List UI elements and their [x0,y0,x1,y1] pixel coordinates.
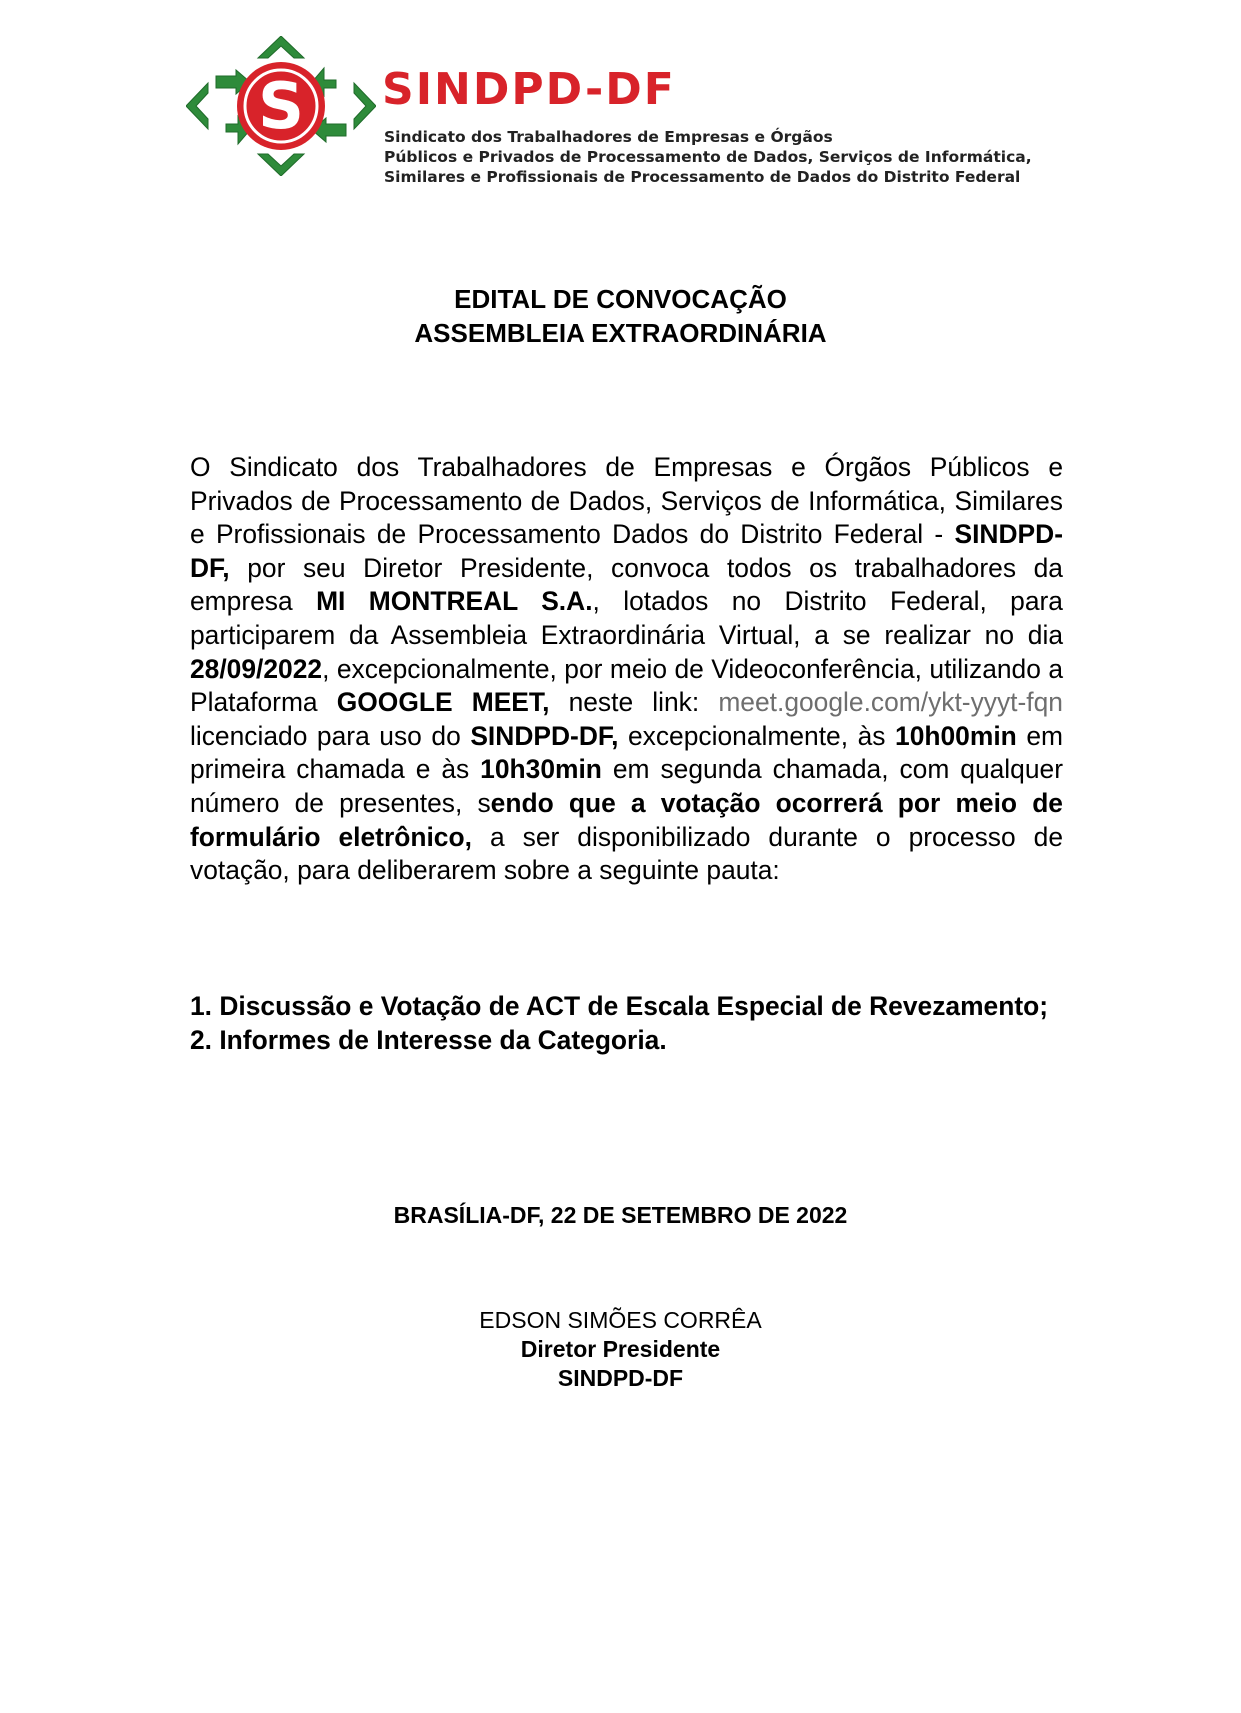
meeting-link[interactable]: meet.google.com/ykt-yyyt-fqn [718,687,1063,718]
body-text-segment: neste link: [549,687,719,718]
convocation-paragraph [190,451,1063,888]
platform-name: GOOGLE MEET, [336,687,550,718]
agenda-item: 1. Discussão e Votação de ACT de Escala Especial de Revezamento; [190,991,1049,1021]
company-name: MI MONTREAL S.A. [316,586,593,617]
logo-letter: S [257,70,305,144]
body-text-segment: , lotados no Distrito Federal, para participarem da Assembleia Extraordinária Virtual, a se realizar no dia [190,586,1063,650]
org-full-name-line: Sindicato dos Trabalhadores de Empresas e Órgãos [384,128,833,146]
body-text-segment: a ser disponibilizado durante o processo de votação, para deliberarem sobre a seguinte pauta: [190,821,1063,886]
org-full-name-line: Públicos e Privados de Processamento de Dados, Serviços de Informática, [384,148,1032,166]
org-name-bold: SINDPD-DF, [470,720,619,751]
signatory-org: SINDPD-DF [557,1365,684,1391]
document-title [0,282,1241,350]
signatory-name: EDSON SIMÕES CORRÊA [479,1307,762,1333]
body-text-segment: , excepcionalmente, por meio de Videoconferência, utilizando a Plataforma [190,653,1063,718]
body-text-segment: O Sindicato dos Trabalhadores de Empresas e Órgãos Públicos e Privados de Processamento de Dados, Serviços de Informática, Similares e Profissionais de Processamento Dados do Distrito Federal - [190,452,1063,550]
org-full-name [384,127,1174,187]
signature-block [0,1306,1241,1393]
body-text-segment: em segunda chamada, com qualquer número de presentes, s [190,754,1063,818]
org-name-bold: SINDPD-DF, [190,519,1063,583]
agenda-item: 2. Informes de Interesse da Categoria. [190,1024,667,1055]
signatory-role: Diretor Presidente [520,1336,721,1362]
voting-method: endo que a votação ocorrerá por meio de formulário eletrônico, [190,787,1063,852]
body-text-segment: por seu Diretor Presidente, convoca todos os trabalhadores da empresa [190,552,1063,617]
place-date: BRASÍLIA-DF, 22 DE SETEMBRO DE 2022 [393,1202,848,1228]
assembly-date: 28/09/2022 [190,653,323,684]
body-text-segment: excepcionalmente, às [618,720,896,751]
second-call-time: 10h30min [480,754,602,785]
org-acronym: SINDPD-DF [382,64,676,115]
org-full-name-line: Similares e Profissionais de Processamento de Dados do Distrito Federal [384,168,1021,186]
sindpd-logo-icon [186,36,376,176]
first-call-time: 10h00min [895,720,1017,751]
agenda-list [190,990,1063,1057]
title-line-1: EDITAL DE CONVOCAÇÃO [454,284,787,314]
body-text-segment: em primeira chamada e às [190,720,1063,785]
title-line-2: ASSEMBLEIA EXTRAORDINÁRIA [414,318,827,348]
body-text-segment: licenciado para uso do [190,720,471,751]
